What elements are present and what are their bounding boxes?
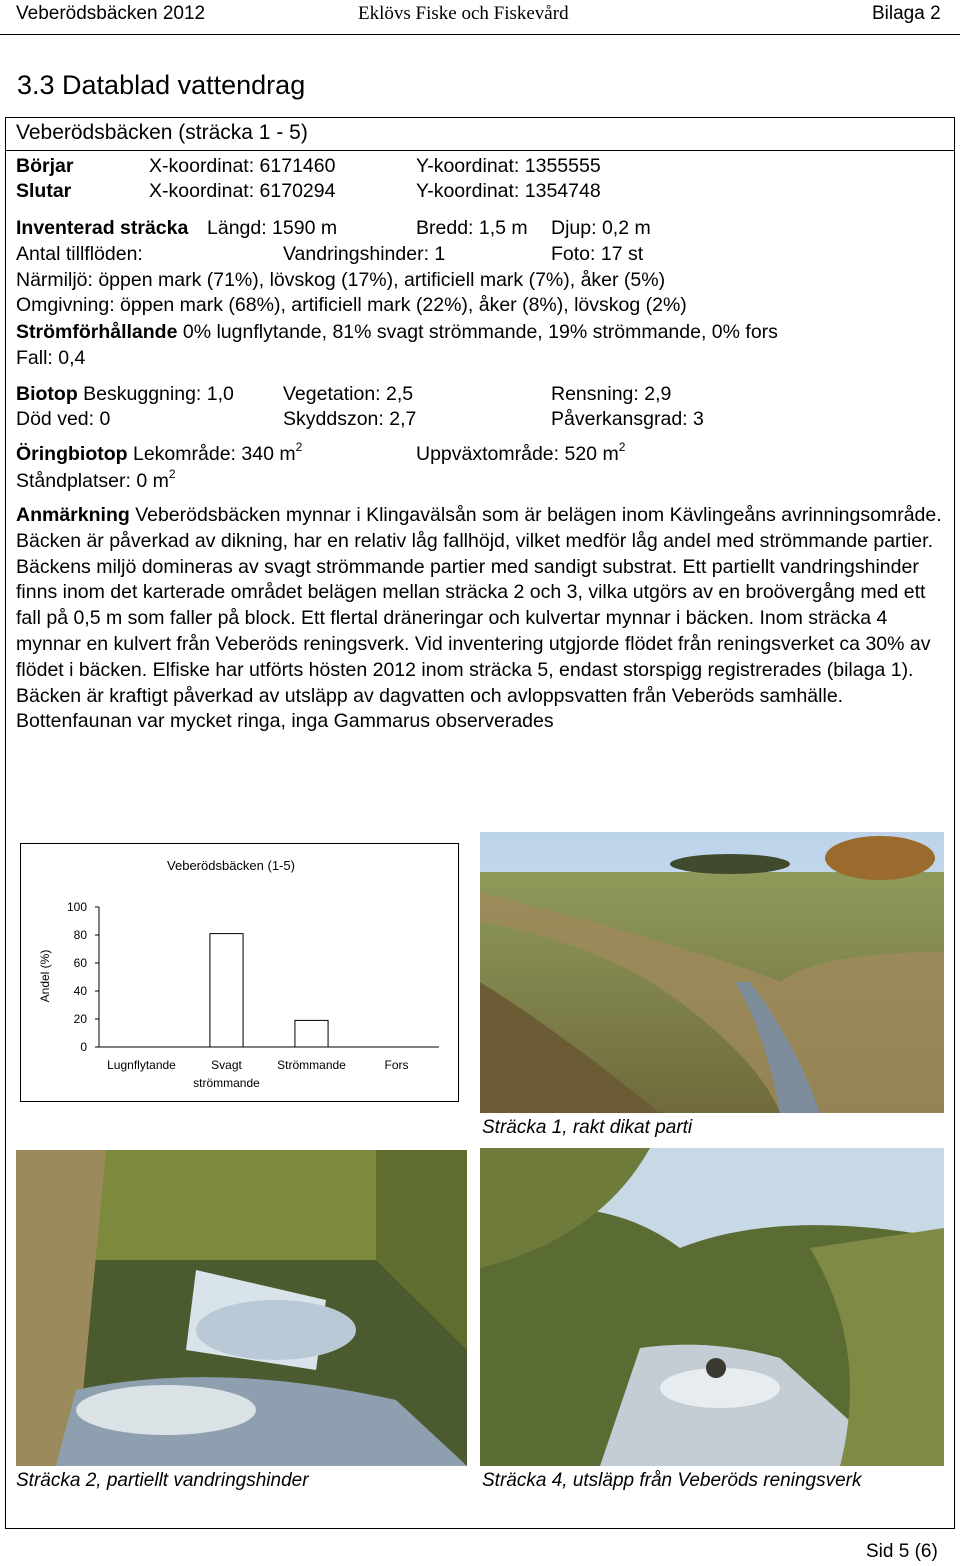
spawning-area: Lekområde: 340 m [132, 443, 296, 465]
photo-stretch-2-image [16, 1150, 467, 1466]
start-label: Börjar [16, 155, 74, 177]
chart-x-tick-label: Lugnflytande [107, 1058, 176, 1072]
header-right: Bilaga 2 [872, 3, 941, 24]
shading: Beskuggning: 1,0 [83, 383, 234, 405]
chart-title: Veberödsbäcken (1-5) [167, 858, 295, 873]
inventory-label: Inventerad sträcka [16, 217, 189, 239]
photo-stretch-4 [480, 1148, 944, 1466]
stream-title: Veberödsbäcken (sträcka 1 - 5) [16, 121, 308, 144]
flow-label: Strömförhållande [16, 321, 178, 343]
chart-x-tick-label: Svagt [211, 1058, 242, 1072]
deadwood: Död ved: 0 [16, 408, 111, 430]
inventory-width: Bredd: 1,5 m [416, 217, 528, 239]
flow-chart-svg [21, 844, 458, 1101]
impact-degree: Påverkansgrad: 3 [551, 408, 704, 430]
chart-y-tick-label: 100 [66, 900, 87, 914]
end-y: Y-koordinat: 1354748 [416, 180, 601, 202]
biotope [16, 382, 234, 406]
chart-x-tick-label: Strömmande [277, 1058, 346, 1072]
vegetation: Vegetation: 2,5 [283, 383, 414, 405]
remark-label: Anmärkning [16, 504, 130, 526]
chart-y-tick-label: 0 [80, 1040, 87, 1054]
start-y: Y-koordinat: 1355555 [416, 155, 601, 177]
fall: Fall: 0,4 [16, 347, 86, 369]
standing-exp: 2 [168, 467, 176, 481]
photo-stretch-2-caption: Sträcka 2, partiellt vandringshinder [16, 1470, 309, 1491]
flow-conditions [16, 320, 778, 344]
chart-y-tick-label: 40 [73, 984, 87, 998]
inventory-depth: Djup: 0,2 m [551, 217, 651, 239]
chart-x-tick-label: Fors [384, 1058, 409, 1072]
chart-axes [95, 907, 439, 1047]
title-divider [5, 150, 955, 151]
end-x: X-koordinat: 6170294 [149, 180, 336, 202]
clearing: Rensning: 2,9 [551, 383, 672, 405]
photo-stretch-1-image [480, 832, 944, 1113]
photo-stretch-1-caption: Sträcka 1, rakt dikat parti [482, 1117, 693, 1138]
chart-bars [210, 934, 328, 1047]
trout-biotope-label: Öringbiotop [16, 443, 128, 465]
header-left: Veberödsbäcken 2012 [16, 3, 206, 24]
tributaries: Antal tillflöden: [16, 243, 143, 265]
photo-stretch-4-caption: Sträcka 4, utsläpp från Veberöds reningsverk [482, 1470, 862, 1491]
biotope-label: Biotop [16, 383, 78, 405]
chart-bar [210, 934, 243, 1047]
chart-y-axis-label: Andel (%) [38, 949, 52, 1003]
chart-y-tick-label: 60 [73, 956, 87, 970]
nursery-exp: 2 [618, 440, 626, 454]
buffer-zone: Skyddszon: 2,7 [283, 408, 417, 430]
section-title: 3.3 Datablad vattendrag [17, 70, 306, 100]
barriers: Vandringshinder: 1 [283, 243, 446, 265]
remark-paragraph [16, 503, 946, 735]
remark-text: Veberödsbäcken mynnar i Klingavälsån som är belägen inom Kävlingeåns avrinningsområde. Bäcken är påverkad av dikning, har en relativ låg fallhöjd, vilket medför låg andel med strömmande partier. Bäckens miljö domineras av svagt strömmande partier med sandigt substrat. Ett partiellt vandringshinder finns inom det karterade området belägen mellan sträcka 2 och 3, vilka utgörs av en broövergång med ett fall på 0,5 m som faller på block. Ett flertal dräneringar och kulvertar mynnar i bäcken. Inom sträcka 4 mynnar en kulvert från Veberöds reningsverk. Vid inventering utgjorde flödet från reningsverket ca 30% av flödet i bäcken. Elfiske har utförts hösten 2012 inom sträcka 5, endast storspigg registrerades (bilaga 1). Bäcken är kraftigt påverkad av utsläpp av dagvatten och avloppsvatten från Veberöds samhälle. Bottenfaunan var mycket ringa, inga Gammarus observerades [16, 504, 942, 733]
photo-stretch-1 [480, 832, 944, 1113]
photo-stretch-4-image [480, 1148, 944, 1466]
flow-chart [20, 843, 459, 1102]
page-number: Sid 5 (6) [866, 1541, 938, 1562]
chart-y-tick-label: 80 [73, 928, 87, 942]
chart-y-tick-label: 20 [73, 1012, 87, 1026]
end-label: Slutar [16, 180, 72, 202]
photo-count: Foto: 17 st [551, 243, 644, 265]
chart-x-tick-label: strömmande [193, 1076, 260, 1090]
trout-biotope [16, 442, 302, 466]
header-rule [0, 34, 960, 35]
surroundings: Omgivning: öppen mark (68%), artificiell mark (22%), åker (8%), lövskog (2%) [16, 294, 687, 316]
chart-bar [295, 1020, 328, 1047]
near-environment: Närmiljö: öppen mark (71%), lövskog (17%), artificiell mark (7%), åker (5%) [16, 269, 666, 291]
photo-stretch-2 [16, 1150, 467, 1466]
nursery-text: Uppväxtområde: 520 m [416, 443, 619, 465]
standing-text: Ståndplatser: 0 m [16, 470, 169, 492]
flow-text: 0% lugnflytande, 81% svagt strömmande, 19% strömmande, 0% fors [182, 321, 778, 343]
standing-places [16, 469, 176, 493]
inventory-length: Längd: 1590 m [207, 217, 338, 239]
spawning-exp: 2 [295, 440, 303, 454]
header-center: Eklövs Fiske och Fiskevård [358, 3, 569, 24]
start-x: X-koordinat: 6171460 [149, 155, 336, 177]
nursery-area [416, 442, 625, 466]
